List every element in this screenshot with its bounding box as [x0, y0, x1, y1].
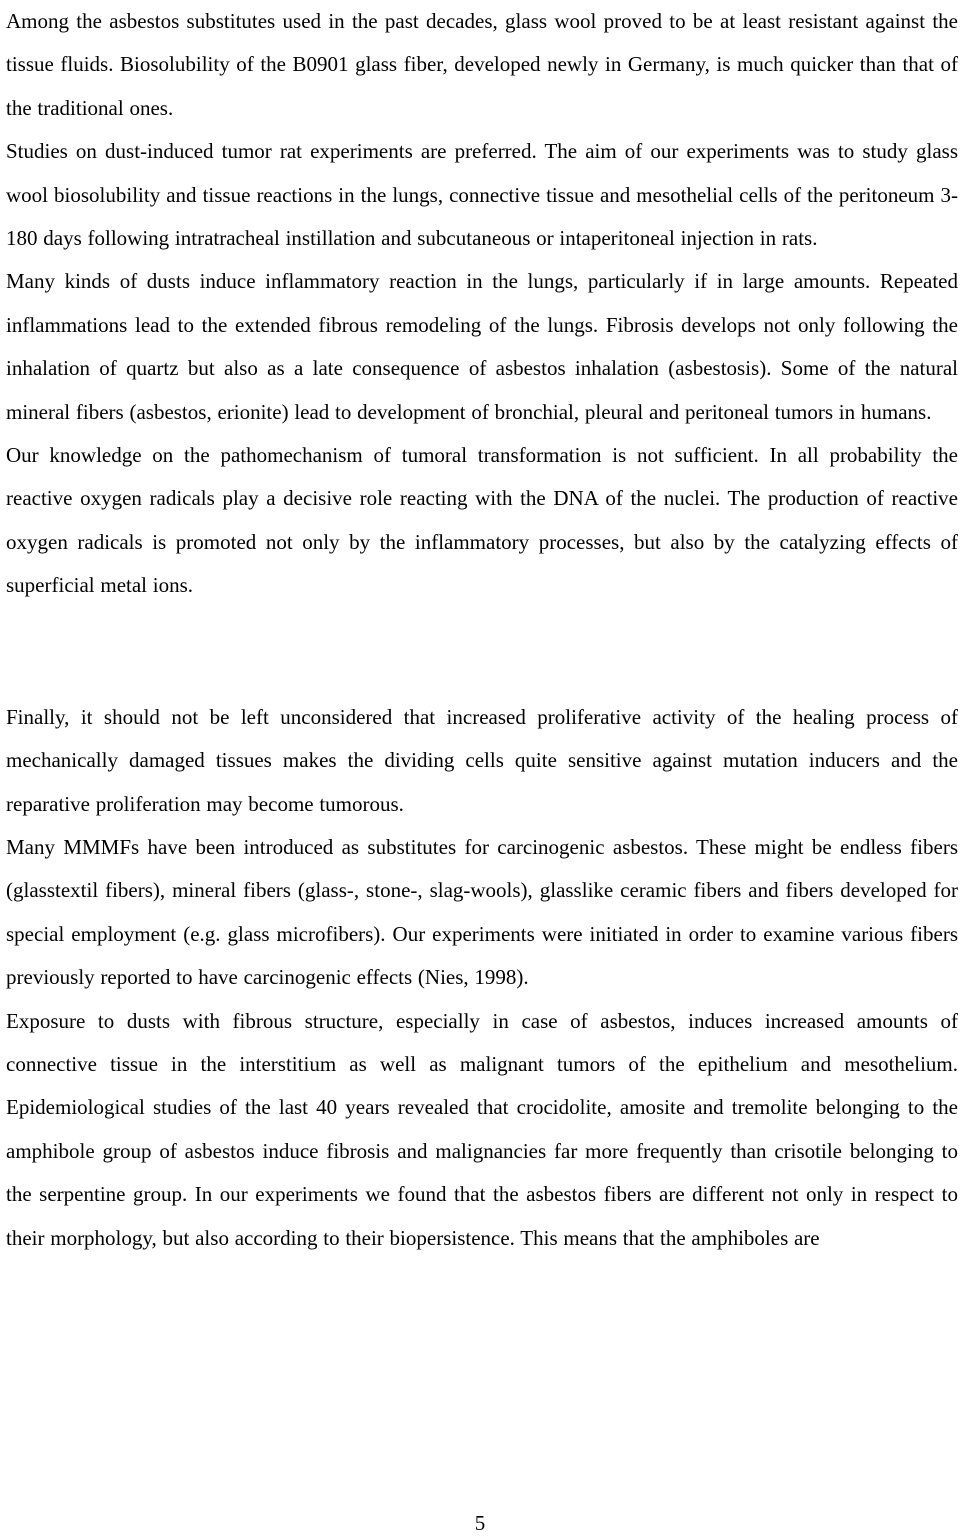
paragraph-tumor-experiments: Studies on dust-induced tumor rat experiments are preferred. The aim of our experiments was to study glass wool biosolubility and tissue reactions in the lungs, connective tissue and mesothelial cells of the peritoneum 3-180 days following intratracheal instillation and subcutaneous or intaperitoneal injection in rats.	[6, 139, 958, 251]
paragraph-inflammation: Many kinds of dusts induce inflammatory reaction in the lungs, particularly if in large amounts. Repeated inflammations lead to the extended fibrous remodeling of the lungs. Fibrosis develops not only following the inhalation of quartz but also as a late consequence of asbestos inhalation (asbestosis). Some of the natural mineral fibers (asbestos, erionite) lead to development of bronchial, pleural and peritoneal tumors in humans.	[6, 269, 958, 424]
document-body	[6, 0, 958, 1260]
paragraph-exposure: Exposure to dusts with fibrous structure, especially in case of asbestos, induces increased amounts of connective tissue in the interstitium as well as malignant tumors of the epithelium and mesothelium. Epidemiological studies of the last 40 years revealed that crocidolite, amosite and tremolite belonging to the amphibole group of asbestos induce fibrosis and malignancies far more frequently than crisotile belonging to the serpentine group. In our experiments we found that the asbestos fibers are different not only in respect to their morphology, but also according to their biopersistence. This means that the amphiboles are	[6, 1008, 958, 1250]
page-number: 5	[474, 1511, 486, 1535]
paragraph-proliferation: Finally, it should not be left unconsidered that increased proliferative activity of the healing process of mechanically damaged tissues makes the dividing cells quite sensitive against mutation inducers and the reparative proliferation may become tumorous.	[6, 704, 958, 816]
paragraph-glass-wool: Among the asbestos substitutes used in the past decades, glass wool proved to be at least resistant against the tissue fluids. Biosolubility of the B0901 glass fiber, developed newly in Germany, is much quicker than that of the traditional ones.	[6, 9, 958, 120]
paragraph-pathomechanism: Our knowledge on the pathomechanism of tumoral transformation is not sufficient. In all probability the reactive oxygen radicals play a decisive role reacting with the DNA of the nuclei. The production of reactive oxygen radicals is promoted not only by the inflammatory processes, but also by the catalyzing effects of superficial metal ions.	[6, 443, 958, 598]
paragraph-mmmf: Many MMMFs have been introduced as substitutes for carcinogenic asbestos. These might be endless fibers (glasstextil fibers), mineral fibers (glass-, stone-, slag-wools), glasslike ceramic fibers and fibers developed for special employment (e.g. glass microfibers). Our experiments were initiated in order to examine various fibers previously reported to have carcinogenic effects (Nies, 1998).	[6, 834, 958, 990]
paragraph-gap	[6, 608, 958, 696]
